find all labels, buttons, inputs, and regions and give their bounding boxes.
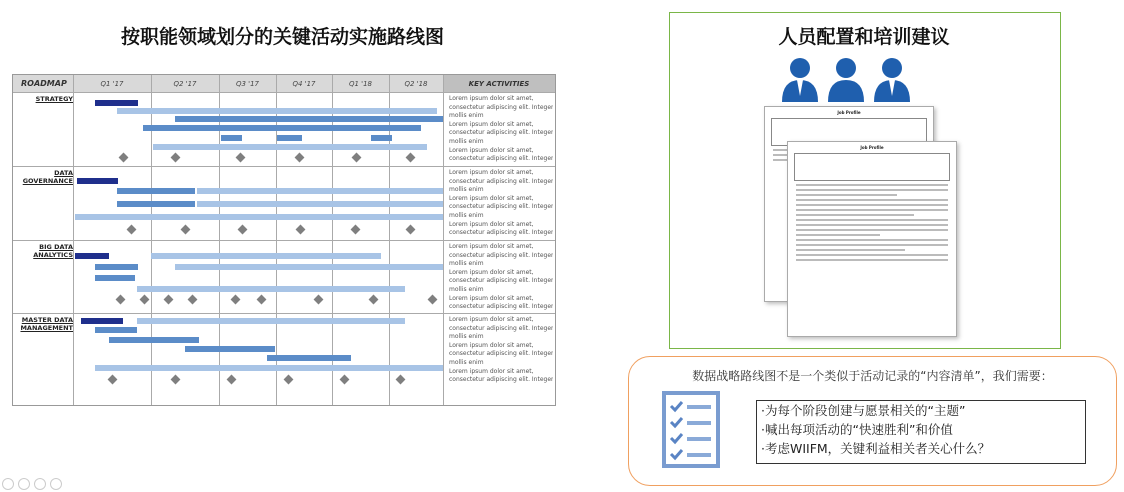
milestone-marker (340, 375, 350, 385)
roadmap-bar (95, 264, 138, 270)
quarter-header: Q4 '17 (276, 75, 332, 93)
category-strategy: STRATEGY (35, 95, 73, 103)
milestone-marker (108, 375, 118, 385)
zoom-icon[interactable] (34, 478, 46, 490)
doc-heading: Job Profile (860, 145, 884, 150)
milestone-marker (428, 295, 438, 305)
milestone-marker (119, 153, 129, 163)
key-line: Lorem ipsum dolor sit amet, (449, 120, 534, 128)
key-line: consectetur adipiscing elit. Integer (449, 376, 553, 384)
roadmap-bar (185, 346, 275, 352)
roadmap-bar (117, 201, 195, 207)
tip-item: ·为每个阶段创建与愿景相关的“主题” (761, 403, 966, 418)
doc-line (796, 249, 905, 251)
key-line: consectetur adipiscing elit. Integer (449, 103, 553, 111)
key-line: mollis enim (449, 186, 484, 194)
roadmap-bar (117, 108, 437, 114)
milestone-marker (296, 225, 306, 235)
roadmap-bar (151, 253, 381, 259)
milestone-marker (352, 153, 362, 163)
doc-line (796, 214, 914, 216)
key-line: consectetur adipiscing elit. Integer (449, 303, 553, 311)
roadmap-bar (143, 125, 421, 131)
key-line: Lorem ipsum dolor sit amet, (449, 146, 534, 154)
quarter-header: Q3 '17 (219, 75, 276, 93)
key-line: mollis enim (449, 260, 484, 268)
doc-heading: Job Profile (837, 110, 861, 115)
roadmap-table (12, 74, 556, 406)
doc-line (796, 184, 948, 186)
roadmap-bar (117, 188, 195, 194)
milestone-marker (295, 153, 305, 163)
milestone-marker (351, 225, 361, 235)
key-line: mollis enim (449, 112, 484, 120)
roadmap-bar (267, 355, 351, 361)
copy-icon[interactable] (18, 478, 30, 490)
key-line: Lorem ipsum dolor sit amet, (449, 194, 534, 202)
category-data-governance: DATA GOVERNANCE (22, 169, 73, 185)
grid-line (13, 166, 555, 167)
key-line: Lorem ipsum dolor sit amet, (449, 268, 534, 276)
quarter-header: Q2 '17 (151, 75, 219, 93)
roadmap-bar (109, 337, 199, 343)
key-line: mollis enim (449, 211, 484, 219)
key-line: Lorem ipsum dolor sit amet, (449, 294, 534, 302)
roadmap-bar (77, 178, 118, 184)
milestone-marker (127, 225, 137, 235)
doc-line (796, 189, 948, 191)
key-line: Lorem ipsum dolor sit amet, (449, 169, 534, 176)
milestone-marker (116, 295, 126, 305)
roadmap-bar (277, 135, 302, 141)
milestone-marker (406, 153, 416, 163)
people-icon (826, 56, 866, 102)
doc-line (796, 219, 948, 221)
tip-item: ·喊出每项活动的“快速胜利”和价值 (761, 422, 953, 437)
tips-box (756, 400, 1086, 464)
key-line: consectetur adipiscing elit. Integer (449, 277, 553, 285)
milestone-marker (369, 295, 379, 305)
milestone-marker (257, 295, 267, 305)
doc-line (796, 259, 948, 261)
roadmap-bar (153, 144, 427, 150)
roadmap-bar (95, 365, 443, 371)
doc-line (796, 209, 948, 211)
doc-line (796, 224, 948, 226)
roadmap-bar (137, 286, 405, 292)
roadmap-bar (175, 116, 443, 122)
roadmap-bar (175, 264, 443, 270)
milestone-marker (171, 375, 181, 385)
recommendation-title: 数据战略路线图不是一个类似于活动记录的“内容清单”，我们需要： (692, 369, 1053, 383)
quarter-header: Q1 '17 (73, 75, 151, 93)
staffing-title: 人员配置和培训建议 (778, 26, 950, 48)
milestone-marker (236, 153, 246, 163)
roadmap-bar (75, 253, 109, 259)
roadmap-bar (95, 275, 135, 281)
milestone-marker (238, 225, 248, 235)
key-line: Lorem ipsum dolor sit amet, (449, 341, 534, 349)
key-line: Lorem ipsum dolor sit amet, (449, 316, 534, 323)
roadmap-bar (197, 201, 443, 207)
doc-line (796, 239, 948, 241)
milestone-marker (314, 295, 324, 305)
milestone-marker (164, 295, 174, 305)
grid-line (13, 92, 555, 93)
key-activities-block (449, 316, 553, 385)
milestone-marker (284, 375, 294, 385)
quarter-header: Q2 '18 (389, 75, 443, 93)
doc-line (796, 204, 948, 206)
milestone-marker (231, 295, 241, 305)
key-line: consectetur adipiscing elit. Integer (449, 229, 553, 237)
doc-table (794, 153, 950, 181)
roadmap-bar (81, 318, 123, 324)
roadmap-bar (95, 100, 138, 106)
key-line: Lorem ipsum dolor sit amet, (449, 367, 534, 375)
key-line: Lorem ipsum dolor sit amet, (449, 243, 534, 250)
grid-line (13, 313, 555, 314)
key-line: consectetur adipiscing elit. Integer (449, 350, 553, 358)
key-line: mollis enim (449, 358, 484, 366)
doc-line (796, 194, 897, 196)
milestone-marker (188, 295, 198, 305)
roadmap-bar (137, 318, 405, 324)
key-activities-block (449, 169, 553, 238)
milestone-marker (406, 225, 416, 235)
pen-icon[interactable] (2, 478, 14, 490)
doc-line (796, 234, 880, 236)
key-line: mollis enim (449, 137, 484, 145)
roadmap-bar (371, 135, 392, 141)
roadmap-bar (197, 188, 443, 194)
slide-toolbar (2, 478, 62, 490)
doc-line (796, 229, 948, 231)
roadmap-corner-label: ROADMAP (13, 75, 73, 93)
checklist-icon (662, 391, 720, 468)
key-line: Lorem ipsum dolor sit amet, (449, 220, 534, 228)
key-line: consectetur adipiscing elit. Integer (449, 251, 553, 259)
people-icon (780, 56, 820, 102)
milestone-marker (181, 225, 191, 235)
tip-item: ·考虑WIIFM，关键利益相关者关心什么？ (761, 441, 991, 456)
job-profile-document (787, 141, 957, 337)
quarter-header: Q1 '18 (332, 75, 389, 93)
roadmap-bar (221, 135, 242, 141)
key-activities-block (449, 243, 553, 312)
key-line: consectetur adipiscing elit. Integer (449, 177, 553, 185)
roadmap-title: 按职能领域划分的关键活动实施路线图 (120, 26, 444, 48)
people-icon (872, 56, 912, 102)
key-line: consectetur adipiscing elit. Integer (449, 155, 553, 163)
roadmap-bar (75, 214, 443, 220)
category-big-data-analytics: BIG DATA ANALYTICS (33, 243, 73, 259)
key-line: consectetur adipiscing elit. Integer (449, 203, 553, 211)
doc-line (796, 244, 948, 246)
roadmap-bar (95, 327, 137, 333)
milestone-marker (171, 153, 181, 163)
more-icon[interactable] (50, 478, 62, 490)
key-line: Lorem ipsum dolor sit amet, (449, 95, 534, 102)
key-line: mollis enim (449, 333, 484, 341)
key-activities-block (449, 95, 553, 164)
key-line: consectetur adipiscing elit. Integer (449, 129, 553, 137)
milestone-marker (227, 375, 237, 385)
milestone-marker (396, 375, 406, 385)
key-line: mollis enim (449, 285, 484, 293)
category-master-data-management: MASTER DATA MANAGEMENT (20, 316, 73, 332)
doc-line (796, 199, 948, 201)
milestone-marker (140, 295, 150, 305)
doc-line (796, 254, 948, 256)
key-line: consectetur adipiscing elit. Integer (449, 324, 553, 332)
key-activities-header: KEY ACTIVITIES (443, 75, 555, 93)
grid-line (13, 240, 555, 241)
